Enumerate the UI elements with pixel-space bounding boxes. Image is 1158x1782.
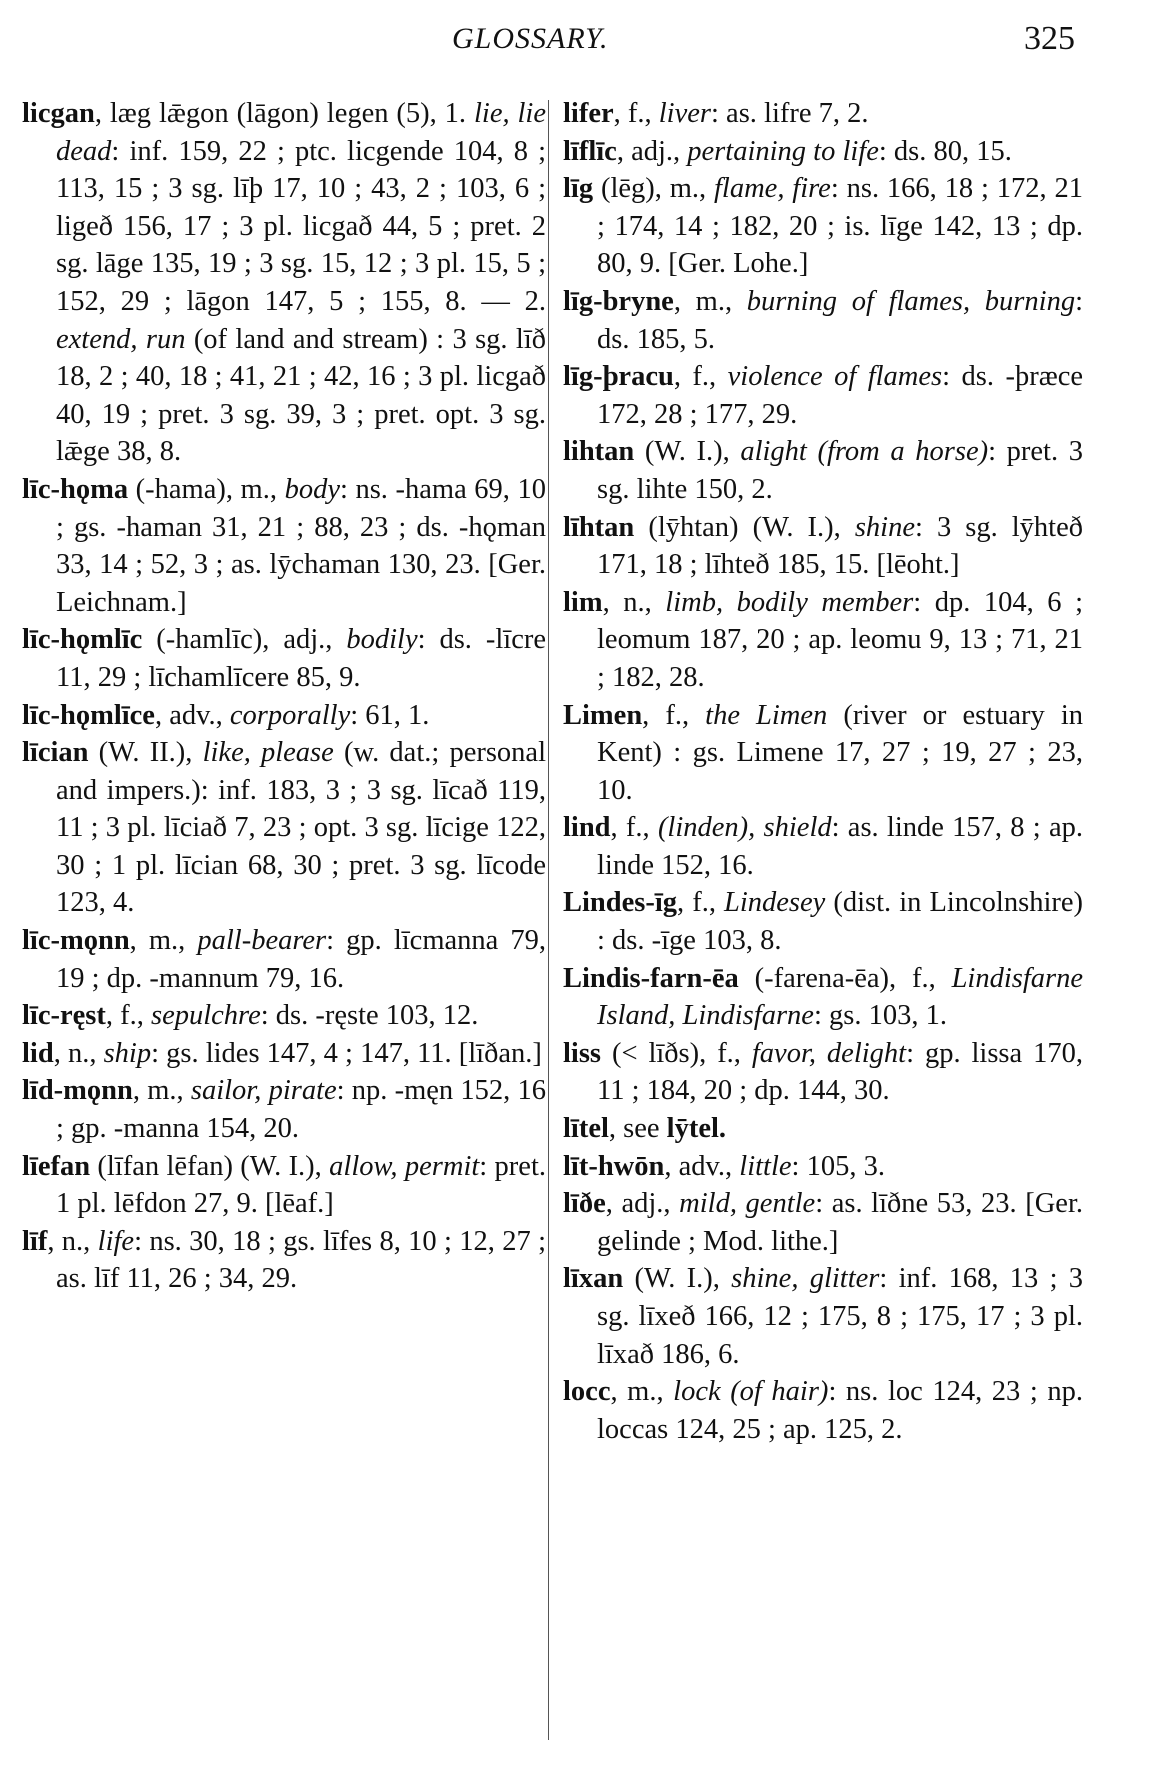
- entry-headword: līc-hǫma: [22, 473, 129, 505]
- entry-text: , adj.,: [616, 135, 688, 167]
- entry-text: , see: [608, 1113, 667, 1145]
- entry-headword: līhtan: [563, 511, 635, 543]
- entry-gloss: burning of flames, burning: [746, 285, 1076, 317]
- entry-text: (dist. in Lincolnshire) : ds. -īge 103, 8.: [597, 887, 1083, 957]
- entry-text: : as. līðne 53, 23. [Ger. gelinde ; Mod. lithe.]: [597, 1188, 1083, 1257]
- column-divider: [548, 100, 549, 1740]
- entry-text: , n.,: [602, 586, 666, 618]
- running-head: [0, 14, 1158, 74]
- entry-gloss: lock (of hair): [673, 1376, 829, 1408]
- entry-gloss: the Limen: [705, 699, 828, 731]
- entry-text: (w. dat.; personal and impers.): inf. 183, 3 ; 3 sg. līcað 119, 11 ; 3 pl. līciað 7, 23 ; opt. 3 sg. līcige 122, 30 ; 1 pl. līcian 68, 30 ; pret. 3 sg. līcode 123, 4.: [56, 737, 546, 919]
- entry-text: , adv.,: [154, 699, 230, 731]
- entry-gloss: extend, run: [56, 323, 186, 355]
- glossary-entry: [22, 471, 546, 621]
- entry-text: : 61, 1.: [350, 699, 430, 731]
- entry-gloss: lie, lie dead: [56, 98, 546, 167]
- entry-text: , m.,: [132, 1075, 191, 1107]
- entry-text: : ns. -hama 69, 10 ; gs. -haman 31, 21 ; 88, 23 ; ds. -hǫman 33, 14 ; 52, 3 ; as. lȳchaman 130, 23. [Ger. Leichnam.]: [56, 473, 547, 618]
- entry-headword: līg: [563, 173, 594, 205]
- entry-text: (-hamlīc), adj.,: [142, 624, 347, 656]
- entry-text: : 3 sg. lȳhteð 171, 18 ; līhteð 185, 15. [lēoht.]: [597, 511, 1083, 581]
- entry-headword: līefan: [22, 1150, 91, 1182]
- entry-headword: līðe: [563, 1188, 606, 1220]
- entry-headword: līc-ręst: [22, 1000, 106, 1032]
- entry-text: , m.,: [129, 925, 198, 957]
- glossary-entry: [22, 997, 546, 1035]
- entry-headword: Lindis-farn-ēa: [563, 962, 739, 994]
- entry-text: (-farena-ēa), f.,: [738, 962, 952, 994]
- entry-gloss: bodily: [346, 624, 418, 656]
- entry-gloss: alight (from a horse): [740, 436, 989, 468]
- glossary-entry: [563, 1110, 1083, 1148]
- entry-gloss: flame, fire: [714, 173, 831, 205]
- entry-text: , f.,: [105, 1000, 151, 1032]
- glossary-entry: [563, 809, 1083, 884]
- entry-text: (W. I.),: [634, 436, 741, 468]
- entry-headword: līc-hǫmlīc: [22, 624, 143, 656]
- right-column: [563, 95, 1083, 1448]
- entry-text: : np. -męn 152, 16 ; gp. -manna 154, 20.: [56, 1075, 546, 1145]
- entry-headword: lītel: [563, 1113, 609, 1145]
- glossary-entry: [563, 1185, 1083, 1260]
- glossary-entry: [22, 1223, 546, 1298]
- entry-text: , m.,: [673, 285, 747, 317]
- entry-gloss: violence of flames: [727, 361, 943, 393]
- entry-text: (W. I.),: [623, 1263, 732, 1295]
- entry-gloss: pall-bearer: [197, 925, 327, 957]
- glossary-entry: [22, 621, 546, 696]
- glossary-entry: [22, 1072, 546, 1147]
- entry-text: : as. linde 157, 8 ; ap. linde 152, 16.: [597, 812, 1084, 881]
- entry-text: : as. lifre 7, 2.: [711, 98, 869, 129]
- entry-headword: licgan: [22, 98, 95, 129]
- entry-text: (lȳhtan) (W. I.),: [634, 511, 855, 543]
- entry-text: (W. II.),: [88, 737, 203, 769]
- entry-headword: locc: [563, 1376, 611, 1408]
- entry-gloss: Lindisfarne Island, Lindisfarne: [597, 962, 1083, 1032]
- entry-gloss: shine: [854, 511, 915, 543]
- entry-gloss: (linden), shield: [657, 812, 832, 844]
- entry-headword: līcian: [22, 737, 89, 769]
- entry-gloss: sailor, pirate: [190, 1075, 337, 1107]
- glossary-entry: [563, 95, 1083, 133]
- glossary-entry: [22, 95, 546, 471]
- entry-headword: Lindes-īg: [563, 887, 678, 919]
- entry-gloss: limb, bodily member: [665, 586, 914, 618]
- entry-text: : gs. lides 147, 4 ; 147, 11. [līðan.]: [151, 1037, 542, 1069]
- entry-text: , n.,: [53, 1037, 104, 1069]
- glossary-entry: [563, 170, 1083, 283]
- page-number: 325: [1024, 20, 1075, 57]
- entry-gloss: pertaining to life: [687, 135, 879, 167]
- entry-text: : gp. lissa 170, 11 ; 184, 20 ; dp. 144, 30.: [597, 1037, 1083, 1107]
- entry-gloss: liver: [658, 98, 711, 129]
- entry-headword: līc-mǫnn: [22, 925, 130, 957]
- entry-text: (-hama), m.,: [128, 473, 285, 505]
- left-column: [22, 95, 546, 1298]
- glossary-entry: [22, 1035, 546, 1073]
- glossary-entry: [563, 358, 1083, 433]
- entry-gloss: allow, permit: [329, 1150, 480, 1182]
- glossary-entry: [563, 584, 1083, 697]
- entry-gloss: like, please: [202, 737, 334, 769]
- entry-headword: lind: [563, 812, 611, 844]
- entry-text: (lēg), m.,: [593, 173, 714, 205]
- entry-headword: līc-hǫmlīce: [22, 699, 155, 731]
- entry-headword: Limen: [563, 699, 643, 731]
- entry-text: , adv.,: [664, 1150, 740, 1182]
- entry-text: , f.,: [613, 98, 659, 129]
- glossary-entry: [22, 922, 546, 997]
- entry-text: (river or estuary in Kent) : gs. Limene 17, 27 ; 19, 27 ; 23, 10.: [597, 699, 1083, 806]
- glossary-entry: [22, 1148, 546, 1223]
- entry-gloss: sepulchre: [150, 1000, 261, 1032]
- entry-headword: līxan: [563, 1263, 624, 1295]
- entry-text: (līfan lēfan) (W. I.),: [90, 1150, 330, 1182]
- entry-headword: līg-þracu: [563, 361, 674, 393]
- entry-text: (< līðs), f.,: [601, 1037, 752, 1069]
- glossary-entry: [563, 433, 1083, 508]
- glossary-entry: [22, 734, 546, 922]
- entry-text: , adj.,: [605, 1188, 680, 1220]
- running-title: GLOSSARY.: [452, 22, 609, 55]
- entry-headword: līd-mǫnn: [22, 1075, 133, 1107]
- glossary-entry: [563, 1035, 1083, 1110]
- glossary-entry: [563, 509, 1083, 584]
- entry-gloss: Lindesey: [724, 887, 826, 919]
- entry-headword: līf: [22, 1225, 48, 1257]
- entry-gloss: mild, gentle: [679, 1188, 816, 1220]
- glossary-entry: [563, 1373, 1083, 1448]
- entry-text: : ds. -līcre 11, 29 ; līchamlīcere 85, 9.: [56, 624, 546, 693]
- glossary-entry: [563, 283, 1083, 358]
- entry-text: : inf. 168, 13 ; 3 sg. līxeð 166, 12 ; 175, 8 ; 175, 17 ; 3 pl. līxað 186, 6.: [597, 1263, 1084, 1370]
- entry-text: , f.,: [677, 887, 725, 919]
- glossary-entry: [563, 1148, 1083, 1186]
- glossary-entry: [563, 960, 1083, 1035]
- entry-headword: lihtan: [563, 436, 635, 468]
- entry-gloss: shine, glitter: [731, 1263, 880, 1295]
- entry-text: , f.,: [610, 812, 658, 844]
- entry-text: , m.,: [610, 1376, 674, 1408]
- entry-headword: lim: [563, 586, 603, 618]
- entry-text: : pret. 3 sg. lihte 150, 2.: [597, 436, 1083, 505]
- entry-headword: līflīc: [563, 135, 617, 167]
- entry-gloss: ship: [103, 1037, 152, 1069]
- entry-text: , f.,: [642, 699, 706, 731]
- glossary-entry: [563, 884, 1083, 959]
- entry-text: : ns. 166, 18 ; 172, 21 ; 174, 14 ; 182, 20 ; is. līge 142, 13 ; dp. 80, 9. [Ger. Lohe.]: [597, 173, 1083, 280]
- entry-crossref: lȳtel.: [666, 1113, 727, 1145]
- entry-text: : ds. 80, 15.: [878, 135, 1012, 167]
- entry-text: : inf. 159, 22 ; ptc. licgende 104, 8 ; 113, 15 ; 3 sg. līþ 17, 10 ; 43, 2 ; 103, 6 ; ligeð 156, 17 ; 3 pl. licgað 44, 5 ; pret. 2 sg. lāge 135, 19 ; 3 sg. 15, 12 ; 3 pl. 15, 5 ; 152, 29 ; lāgon 147, 5 ; 155, 8. — 2.: [56, 135, 546, 317]
- entry-gloss: little: [739, 1150, 792, 1182]
- entry-text: : dp. 104, 6 ; leomum 187, 20 ; ap. leomu 9, 13 ; 71, 21 ; 182, 28.: [597, 586, 1084, 693]
- entry-text: : pret. 1 pl. lēfdon 27, 9. [lēaf.]: [56, 1150, 546, 1220]
- entry-text: : ds. -þræce 172, 28 ; 177, 29.: [597, 361, 1083, 430]
- entry-gloss: corporally: [229, 699, 351, 731]
- glossary-entry: [22, 697, 546, 735]
- entry-text: : gp. līcmanna 79, 19 ; dp. -mannum 79, 16.: [56, 925, 546, 994]
- glossary-entry: [563, 1260, 1083, 1373]
- entry-headword: lifer: [563, 98, 614, 129]
- entry-gloss: life: [97, 1225, 135, 1257]
- entry-text: : ns. loc 124, 23 ; np. loccas 124, 25 ; ap. 125, 2.: [597, 1376, 1083, 1445]
- entry-headword: liss: [563, 1037, 602, 1069]
- entry-text: : ds. 185, 5.: [597, 285, 1083, 355]
- entry-text: (of land and stream) : 3 sg. līð 18, 2 ; 40, 18 ; 41, 21 ; 42, 16 ; 3 pl. licgað 40, 19 ; pret. 3 sg. 39, 3 ; pret. opt. 3 sg. lǣge 38, 8.: [56, 323, 546, 468]
- entry-text: : gs. 103, 1.: [813, 1000, 947, 1032]
- entry-gloss: favor, delight: [751, 1037, 907, 1069]
- entry-headword: līt-hwōn: [563, 1150, 665, 1182]
- entry-text: , f.,: [673, 361, 728, 393]
- entry-text: : ds. -ręste 103, 12.: [260, 1000, 479, 1032]
- glossary-entry: [563, 133, 1083, 171]
- entry-headword: līg-bryne: [563, 285, 674, 317]
- entry-text: : ns. 30, 18 ; gs. līfes 8, 10 ; 12, 27 ; as. līf 11, 26 ; 34, 29.: [56, 1225, 546, 1295]
- entry-gloss: body: [284, 473, 340, 505]
- entry-headword: lid: [22, 1037, 54, 1069]
- entry-text: , n.,: [47, 1225, 98, 1257]
- entry-text: , læg lǣgon (lāgon) legen (5), 1.: [94, 98, 474, 129]
- glossary-entry: [563, 697, 1083, 810]
- entry-text: : 105, 3.: [791, 1150, 885, 1182]
